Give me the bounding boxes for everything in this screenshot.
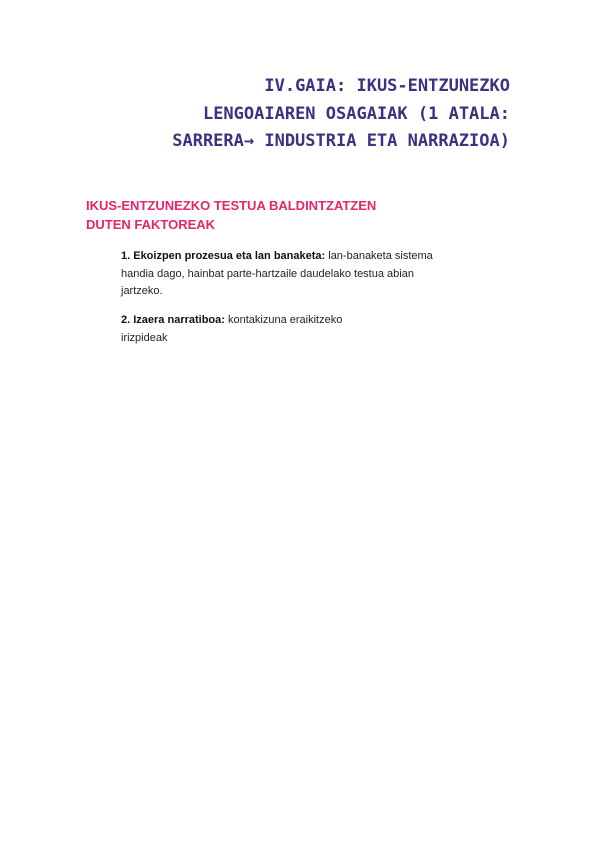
factor-item-2 [121, 312, 342, 347]
section-heading-line-2: DUTEN FAKTOREAK [86, 217, 216, 232]
factor-item-1 [121, 248, 433, 301]
factor-item-1-text-2: handia dago, hainbat parte-hartzaile daudelako testua abian [121, 267, 414, 280]
page-title [70, 73, 510, 156]
factor-item-1-line-1 [121, 248, 433, 266]
section-heading [86, 196, 376, 234]
title-line-2: LENGOAIAREN OSAGAIAK (1 ATALA: [202, 103, 510, 124]
title-line-1: IV.GAIA: IKUS-ENTZUNEZKO [264, 76, 510, 96]
factor-item-2-text-1: kontakizuna eraikitzeko [224, 314, 343, 326]
title-line-3: SARRERA→ INDUSTRIA ETA NARRAZIOA) [172, 131, 510, 151]
factor-item-2-text-2: irizpideak [121, 331, 168, 344]
factor-item-2-label: 2. Izaera narratiboa: [121, 314, 225, 326]
factor-item-1-label: 1. Ekoizpen prozesua eta lan banaketa: [121, 250, 326, 262]
factor-item-1-text-1: lan-banaketa sistema [325, 250, 433, 262]
factor-item-1-text-3: jartzeko. [121, 285, 163, 297]
factor-item-2-line-1 [121, 312, 342, 330]
section-heading-line-1: IKUS-ENTZUNEZKO TESTUA BALDINTZATZEN [86, 198, 377, 213]
